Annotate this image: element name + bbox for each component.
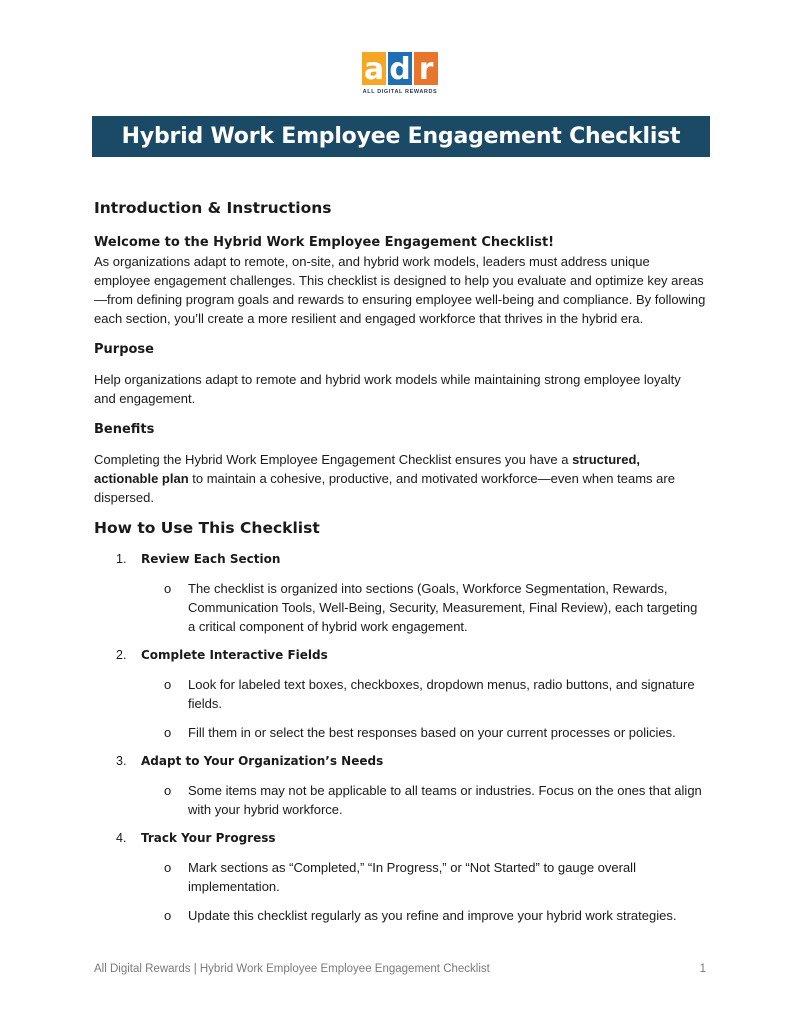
logo-letter-r: r bbox=[414, 52, 438, 85]
step-number: 2. bbox=[116, 648, 127, 662]
steps-list bbox=[94, 550, 706, 925]
welcome-heading: Welcome to the Hybrid Work Employee Engagement Checklist! bbox=[94, 235, 555, 250]
bullet-mark: o bbox=[164, 908, 172, 923]
bullet-mark: o bbox=[164, 677, 172, 692]
bullet-mark: o bbox=[164, 783, 172, 798]
bullet-mark: o bbox=[164, 860, 172, 875]
page-footer bbox=[94, 963, 706, 975]
purpose-heading: Purpose bbox=[94, 342, 154, 357]
logo-tiles bbox=[362, 52, 438, 85]
purpose-paragraph: Help organizations adapt to remote and hybrid work models while maintaining strong employee loyalty and engagement. bbox=[94, 372, 681, 406]
bullet-text: Look for labeled text boxes, checkboxes, dropdown menus, radio buttons, and signature fields. bbox=[188, 677, 695, 711]
step-item bbox=[116, 550, 706, 569]
step-item bbox=[116, 752, 706, 771]
bullet-text: Fill them in or select the best responses based on your current processes or policies. bbox=[188, 725, 676, 740]
benefits-text-end: to maintain a cohesive, productive, and motivated workforce—even when teams are dispersed. bbox=[94, 471, 675, 505]
document-title: Hybrid Work Employee Engagement Checklist bbox=[121, 124, 681, 149]
benefits-text-start: Completing the Hybrid Work Employee Engagement Checklist ensures you have a bbox=[94, 452, 573, 467]
main-content bbox=[94, 196, 706, 925]
step-bullet bbox=[164, 858, 706, 896]
welcome-paragraph: As organizations adapt to remote, on-site, and hybrid work models, leaders must address unique employee engagement challenges. This checklist is designed to help you evaluate and optimize key areas—from defining program goals and rewards to ensuring employee well-being and compliance. By following each section, you’ll create a more resilient and engaged workforce that thrives in the hybrid era. bbox=[94, 254, 706, 326]
bullet-mark: o bbox=[164, 725, 172, 740]
company-logo bbox=[362, 52, 438, 96]
how-to-heading: How to Use This Checklist bbox=[94, 519, 320, 537]
logo-letter-a: a bbox=[363, 52, 385, 87]
step-item bbox=[116, 646, 706, 665]
footer-text: All Digital Rewards | Hybrid Work Employee Employee Engagement Checklist bbox=[94, 963, 490, 975]
step-bullet bbox=[164, 675, 706, 713]
page-number: 1 bbox=[699, 963, 706, 975]
bullet-text: The checklist is organized into sections (Goals, Workforce Segmentation, Rewards, Communication Tools, Well-Being, Security, Measurement, Final Review), each targeting a critical component of hybrid work engagement. bbox=[188, 581, 698, 634]
step-number: 1. bbox=[116, 552, 127, 566]
step-title: Track Your Progress bbox=[141, 831, 276, 845]
bullet-text: Some items may not be applicable to all teams or industries. Focus on the ones that align with your hybrid workforce. bbox=[188, 783, 702, 817]
step-number: 4. bbox=[116, 831, 127, 845]
step-number: 3. bbox=[116, 754, 127, 768]
step-title: Review Each Section bbox=[141, 552, 281, 566]
step-title: Adapt to Your Organization’s Needs bbox=[141, 754, 384, 768]
logo-letter-d: d bbox=[389, 52, 411, 87]
benefits-paragraph bbox=[94, 450, 706, 507]
benefits-text-bold: structured, actionable plan bbox=[94, 452, 641, 486]
step-bullet bbox=[164, 723, 706, 742]
bullet-text: Update this checklist regularly as you refine and improve your hybrid work strategies. bbox=[188, 908, 677, 923]
intro-heading: Introduction & Instructions bbox=[94, 199, 332, 217]
benefits-heading: Benefits bbox=[94, 422, 155, 437]
bullet-text: Mark sections as “Completed,” “In Progress,” or “Not Started” to gauge overall implementation. bbox=[188, 860, 636, 894]
step-item bbox=[116, 829, 706, 848]
step-bullet bbox=[164, 906, 706, 925]
step-title: Complete Interactive Fields bbox=[141, 648, 328, 662]
step-bullet bbox=[164, 781, 706, 819]
title-banner bbox=[92, 116, 710, 157]
step-bullet bbox=[164, 579, 706, 636]
bullet-mark: o bbox=[164, 581, 172, 596]
logo-subtitle: ALL DIGITAL REWARDS bbox=[362, 89, 438, 95]
